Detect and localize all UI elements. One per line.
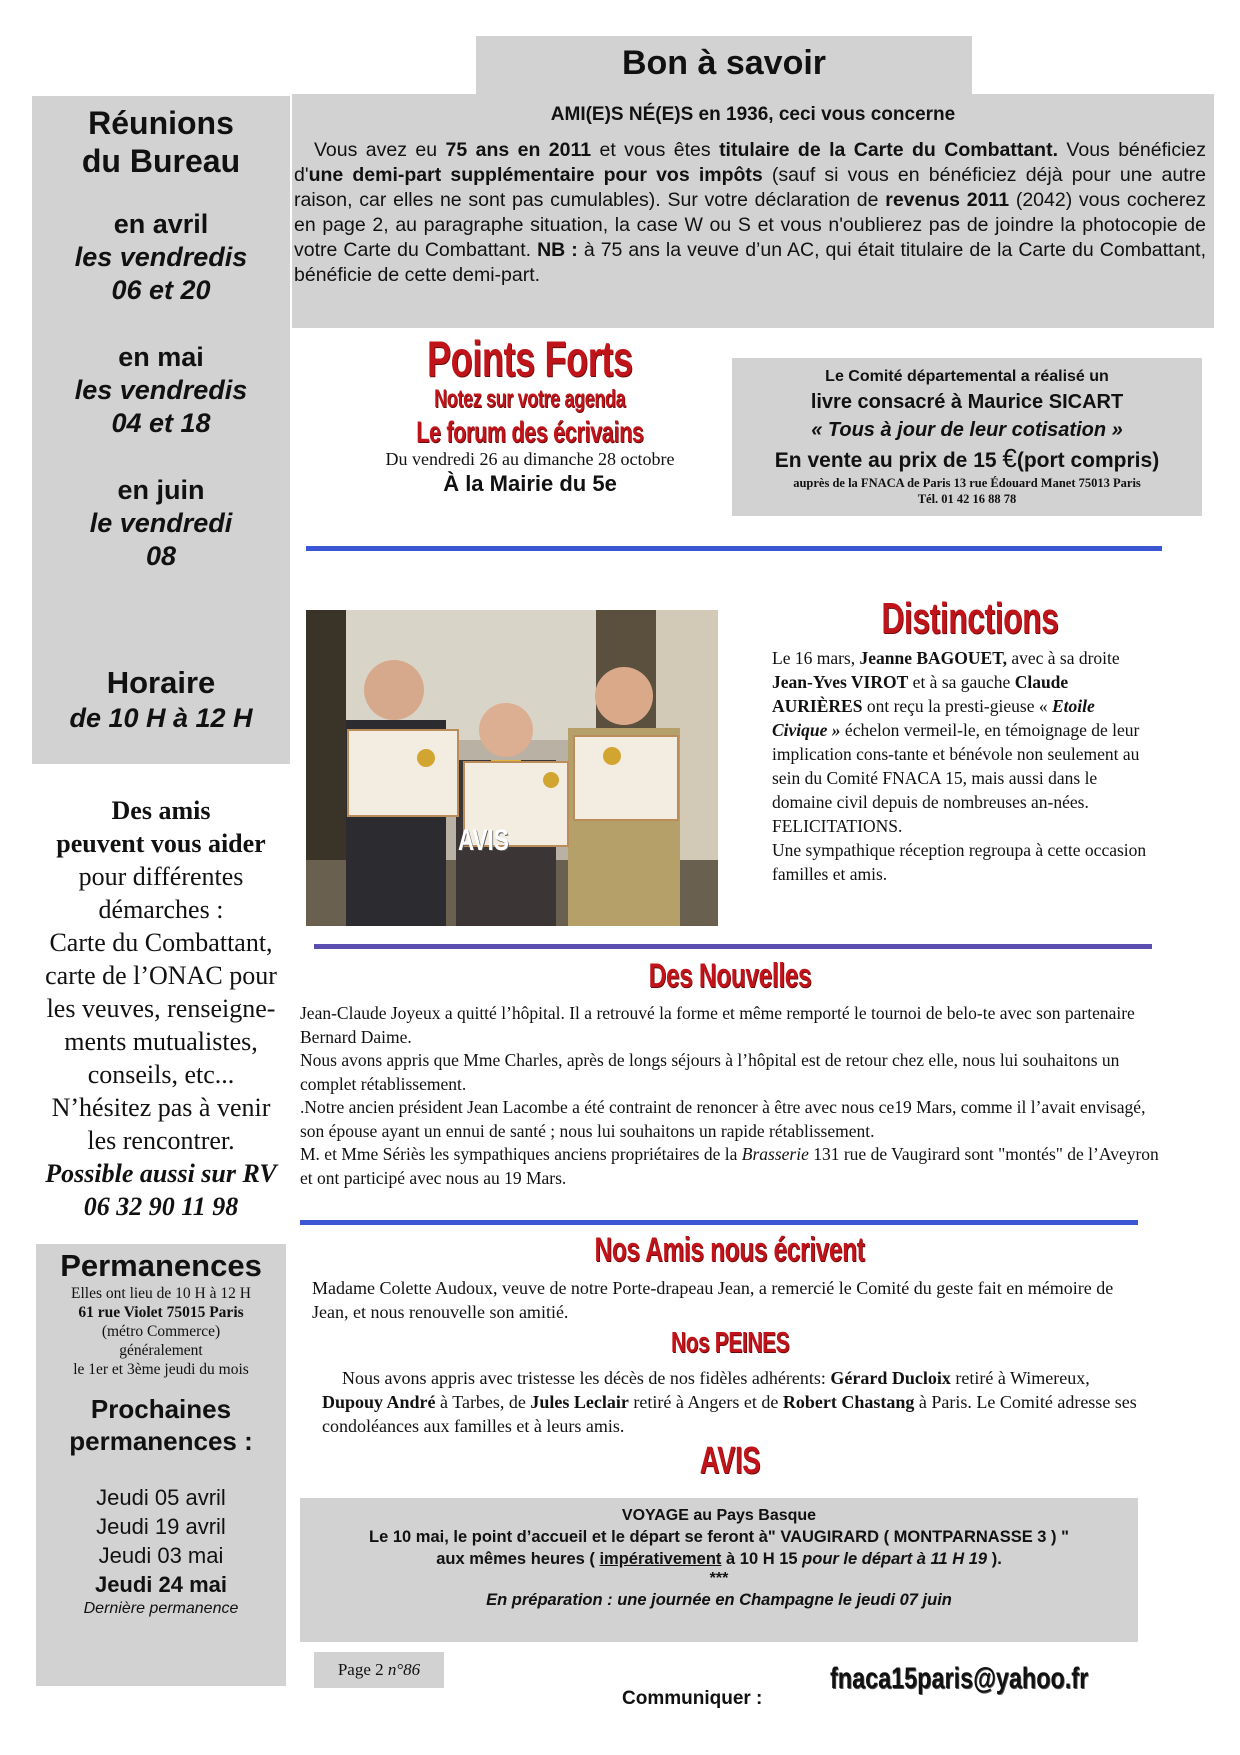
permanences-panel: Permanences Elles ont lieu de 10 H à 12 H 61 rue Violet 75015 Paris (métro Commerce) généralement le 1er et 3ème jeudi du mois Prochaines permanences : Jeudi 05 avril Jeudi 19 avril Jeudi 03 mai Jeudi 24 mai Dernière permanence: [36, 1244, 286, 1686]
contact-email[interactable]: fnaca15paris@yahoo.fr: [830, 1662, 1089, 1695]
points-forts-title: Points Forts: [427, 331, 633, 387]
nouvelles-title-wrap: [540, 956, 920, 996]
voyage-panel: [300, 1498, 1138, 1642]
points-forts-subtitle: Notez sur votre agenda: [434, 385, 626, 413]
livre-line1: Le Comité départemental a réalisé un: [825, 368, 1109, 385]
forum-title: Le forum des écrivains: [416, 416, 644, 449]
livre-panel: [732, 358, 1202, 516]
award-photo: [306, 610, 718, 926]
horaire: Horaire de 10 H à 12 H: [69, 665, 253, 733]
forum-dates: Du vendredi 26 au dimanche 28 octobre: [385, 449, 675, 469]
reunions-panel: [32, 96, 290, 764]
voyage-stars: ***: [709, 1570, 729, 1587]
divider-rule-2: [314, 944, 1152, 949]
award-photo-illustration: [306, 610, 718, 926]
peines-text: Nous avons appris avec tristesse les décès de nos fidèles adhérents: Gérard Ducloix retiré à Wimereux, Dupouy André à Tarbes, de Jules Leclair retiré à Angers et de Robert Chastang à Paris. Le Comité adresse ses condoléances aux familles et à leurs amis.: [322, 1368, 1137, 1436]
ecrivent-title: Nos Amis nous écrivent: [594, 1231, 866, 1269]
prochaines-title: Prochaines permanences :: [69, 1394, 253, 1456]
divider-rule-1: [306, 546, 1162, 551]
reunions-mai: en mai les vendredis 04 et 18: [74, 342, 248, 438]
permanence-date: Jeudi 24 mai: [94, 1572, 228, 1597]
ecrivent-title-wrap: [530, 1230, 930, 1270]
photo-watermark: AVIS: [458, 824, 509, 857]
livre-line6: Tél. 01 42 16 88 78: [917, 492, 1017, 506]
avis-title: AVIS: [699, 1440, 761, 1482]
ecrivent-text: Madame Colette Audoux, veuve de notre Porte-drapeau Jean, a remercié le Comité du geste fait en mémoire de Jean, et nous renouvelle son amitié.: [312, 1278, 1114, 1322]
nouvelles-p4: M. et Mme Sériès les sympathiques anciens propriétaires de la Brasserie 131 rue de Vaugirard sont "montés" de l’Aveyron et ont participé avec nous au 19 Mars.: [300, 1144, 1159, 1188]
divider-rule-3: [300, 1220, 1138, 1225]
nouvelles-p2: Nous avons appris que Mme Charles, après de longs séjours à l’hôpital est de retour chez elle, nous lui souhaitons un complet rétablissement.: [300, 1050, 1120, 1094]
livre-line2: livre consacré à Maurice SICART: [810, 391, 1124, 413]
permanence-date: Jeudi 05 avril: [96, 1485, 226, 1510]
page-number-box: Page 2 n°86: [314, 1652, 444, 1688]
peines-title: Nos PEINES: [670, 1327, 790, 1359]
avis-title-wrap: [630, 1440, 830, 1482]
reunions-juin: en juin le vendredi 08: [89, 475, 233, 571]
bon-a-savoir-title: Bon à savoir: [621, 44, 827, 82]
livre-line5: auprès de la FNACA de Paris 13 rue Édouard Manet 75013 Paris: [793, 476, 1141, 490]
distinctions-text: Le 16 mars, Jeanne BAGOUET, avec à sa droite Jean-Yves VIROT et à sa gauche Claude AURIÈRES ont reçu la presti-gieuse « Etoile Civique » échelon vermeil-le, en témoignage de leur implication cons-tante et bénévole non seulement au sein du Comité FNACA 15, mais aussi dans le domaine civil depuis de nombreuses an-nées. FELICITATIONS. Une sympathique réception regroupa à cette occasion familles et amis.: [772, 648, 1147, 884]
livre-line3: « Tous à jour de leur cotisation »: [811, 419, 1123, 441]
distinctions-title: Distinctions: [881, 594, 1059, 643]
voyage-line1: Le 10 mai, le point d’accueil et le départ se feront à" VAUGIRARD ( MONTPARNASSE 3 ) ": [369, 1528, 1069, 1546]
permanence-date: Jeudi 03 mai: [98, 1543, 224, 1568]
permanence-date: Jeudi 19 avril: [96, 1514, 226, 1539]
permanences-title: Permanences: [60, 1248, 262, 1283]
nouvelles-p3: .Notre ancien président Jean Lacombe a été contraint de renoncer à être avec nous ce19 Mars, comme il l’avait envisagé, son épouse ayant un ennui de santé ; nous lui souhaitons un rapide rétablissement.: [300, 1097, 1146, 1141]
nouvelles-text: [300, 1002, 1160, 1190]
amis-aider-block: Des amis peuvent vous aider pour différentes démarches : Carte du Combattant, carte de l’ONAC pour les veuves, renseigne- ments mutualistes, conseils, etc... N’hésitez pas à venir les rencontrer. Possible aussi sur RV 06 32 90 11 98: [45, 796, 277, 1221]
points-forts-block: [330, 332, 730, 498]
derniere-permanence: Dernière permanence: [83, 1600, 239, 1617]
reunions-title: Réunions du Bureau: [81, 105, 241, 179]
livre-line4: En vente au prix de 15 €(port compris): [774, 443, 1160, 473]
bon-a-savoir-subtitle: AMI(E)S NÉ(E)S en 1936, ceci vous concerne: [550, 104, 956, 125]
permanence-dates: [36, 1483, 286, 1599]
distinctions-title-wrap: [780, 596, 1160, 642]
peines-title-wrap: [600, 1326, 860, 1360]
voyage-title: VOYAGE au Pays Basque: [621, 1507, 817, 1524]
reunions-avril: en avril les vendredis 06 et 20: [74, 209, 248, 305]
communiquer-label: Communiquer :: [622, 1688, 763, 1709]
nouvelles-title: Des Nouvelles: [648, 957, 812, 995]
voyage-line2: aux mêmes heures ( impérativement à 10 H 15 pour le départ à 11 H 19 ).: [436, 1550, 1002, 1568]
bon-a-savoir-text: Vous avez eu 75 ans en 2011 et vous êtes titulaire de la Carte du Combattant. Vous bénéficiez d'une demi-part supplémentaire pour vos impôts (sauf si vous en bénéficiez déjà pour une autre raison, car elles ne sont pas cumulables). Sur votre déclaration de revenus 2011 (2042) vous cocherez en page 2, au paragraphe situation, la case W ou S et vous n'oublierez pas de joindre la photocopie de votre Carte du Combattant. NB : à 75 ans la veuve d’un AC, qui était titulaire de la Carte du Combattant, bénéficie de cette demi-part.: [294, 139, 1207, 286]
forum-place: À la Mairie du 5e: [443, 471, 617, 496]
voyage-line3: En préparation : une journée en Champagne le jeudi 07 juin: [486, 1591, 952, 1609]
nouvelles-p1: Jean-Claude Joyeux a quitté l’hôpital. Il a retrouvé la forme et même remporté le tournoi de belo-te avec son partenaire Bernard Daime.: [300, 1003, 1135, 1047]
